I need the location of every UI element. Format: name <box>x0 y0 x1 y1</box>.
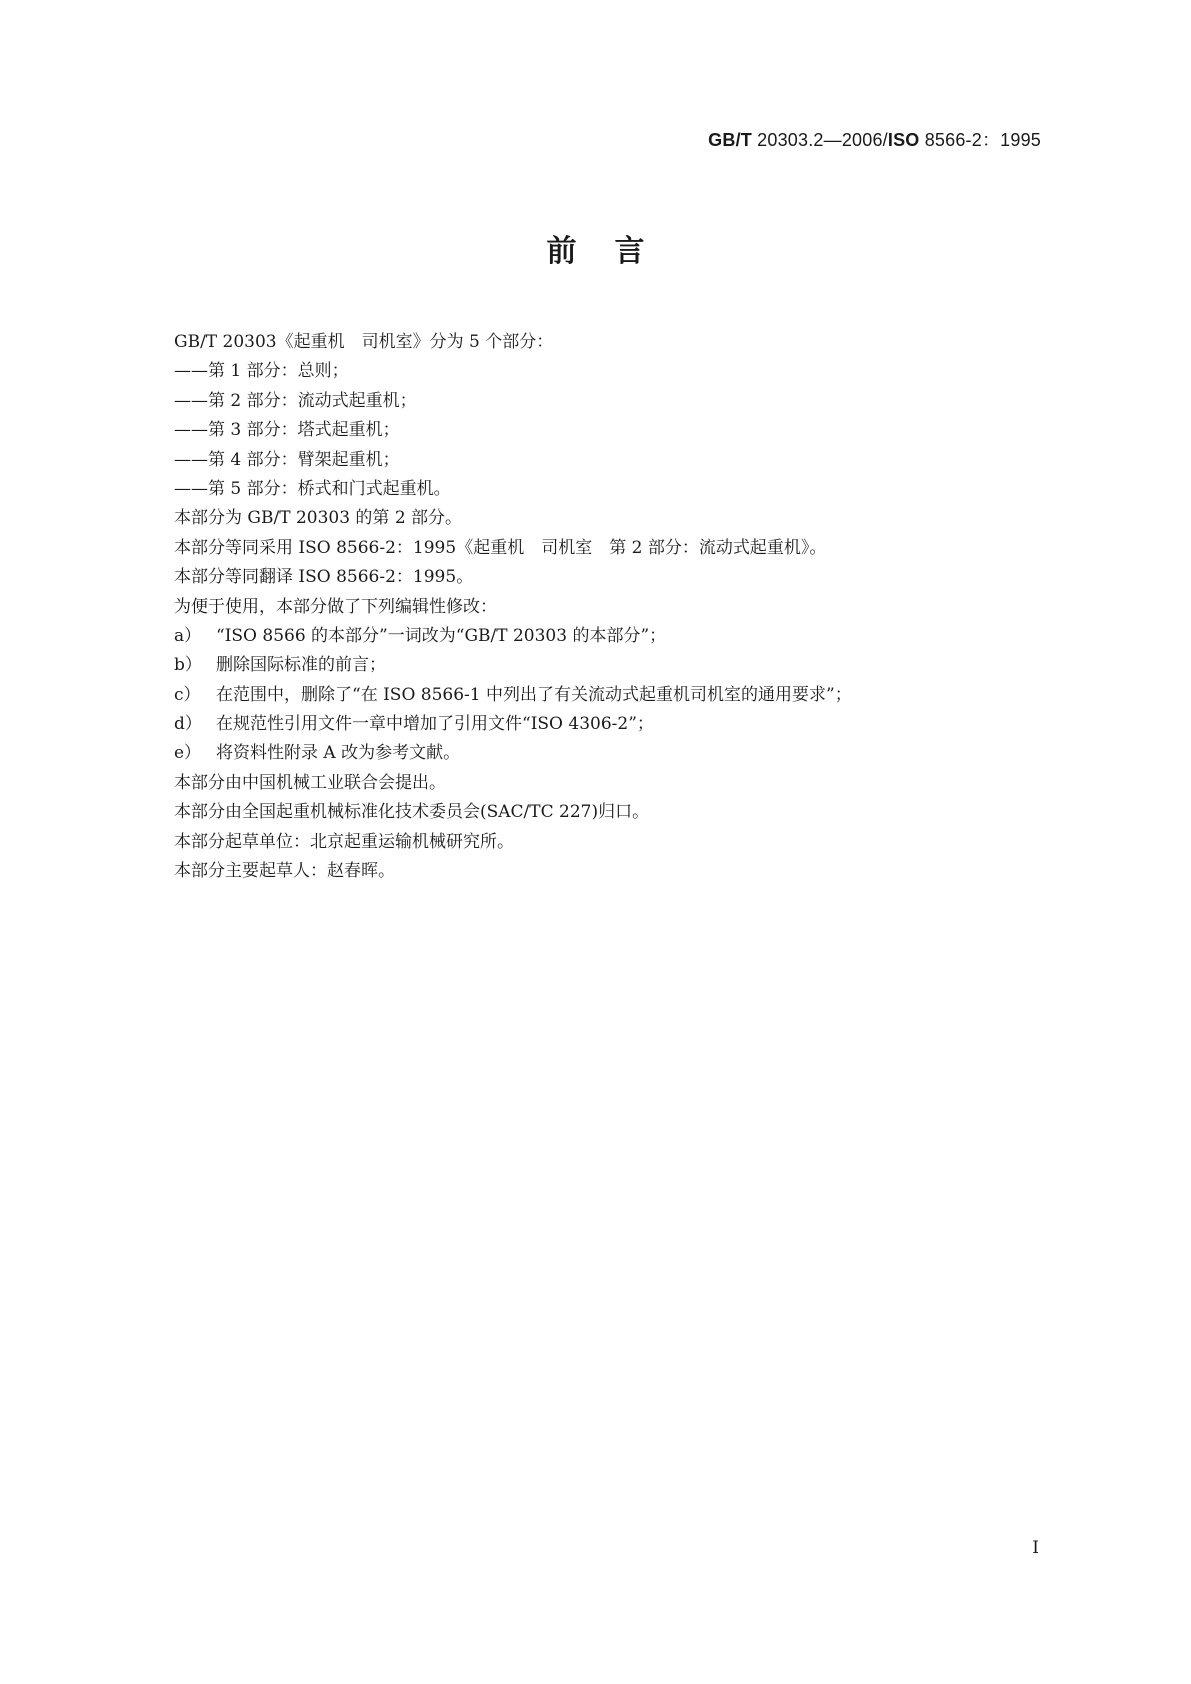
edit-text: 在规范性引用文件一章中增加了引用文件“ISO 4306-2”； <box>216 714 654 735</box>
drafting-unit: 本部分起草单位：北京起重运输机械研究所。 <box>174 831 514 852</box>
preface-intro: GB/T 20303《起重机 司机室》分为 5 个部分： <box>174 332 554 352</box>
part-list-item: ——第 3 部分：塔式起重机； <box>174 420 400 441</box>
translation-statement: 本部分等同翻译 ISO 8566-2：1995。 <box>174 567 474 588</box>
iso-number: 8566-2：1995 <box>924 130 1041 150</box>
edit-list-item <box>174 651 1034 680</box>
edit-list-item <box>174 739 1034 768</box>
page-number: I <box>1032 1538 1039 1558</box>
edit-marker: d） <box>174 714 202 735</box>
part-list-item: ——第 5 部分：桥式和门式起重机。 <box>174 478 451 499</box>
edit-text: 在范围中，删除了“在 ISO 8566-1 中列出了有关流动式起重机司机室的通用要求”； <box>216 684 852 705</box>
part-list-item: ——第 1 部分：总则； <box>174 361 349 382</box>
edit-marker: a） <box>174 625 202 646</box>
page-title: 前言 <box>546 234 683 269</box>
drafter: 本部分主要起草人：赵春晖。 <box>174 861 395 882</box>
proposed-by: 本部分由中国机械工业联合会提出。 <box>174 772 446 793</box>
centralized-by: 本部分由全国起重机械标准化技术委员会(SAC/TC 227)归口。 <box>174 802 650 823</box>
edit-text: “ISO 8566 的本部分”一词改为“GB/T 20303 的本部分”； <box>216 625 667 646</box>
gb-prefix: GB/T <box>708 130 752 150</box>
this-part-statement: 本部分为 GB/T 20303 的第 2 部分。 <box>174 508 463 529</box>
edit-marker: c） <box>174 684 201 705</box>
standard-code-header <box>708 126 1041 152</box>
part-list-item: ——第 2 部分：流动式起重机； <box>174 390 417 411</box>
gb-number: 20303.2—2006/ <box>757 130 888 150</box>
adoption-statement: 本部分等同采用 ISO 8566-2：1995《起重机 司机室 第 2 部分：流动式起重机》。 <box>174 537 827 558</box>
edit-list-item <box>174 622 1034 651</box>
part-list-item: ——第 4 部分：臂架起重机； <box>174 449 400 470</box>
iso-prefix: ISO <box>887 130 920 150</box>
edit-text: 删除国际标准的前言； <box>216 655 386 676</box>
edit-list-item <box>174 710 1034 739</box>
edits-intro: 为便于使用，本部分做了下列编辑性修改： <box>174 596 497 617</box>
edit-marker: e） <box>174 743 202 764</box>
edit-text: 将资料性附录 A 改为参考文献。 <box>216 743 461 764</box>
preface-body <box>174 328 1034 886</box>
edit-marker: b） <box>174 655 202 676</box>
edit-list-item <box>174 681 1034 710</box>
